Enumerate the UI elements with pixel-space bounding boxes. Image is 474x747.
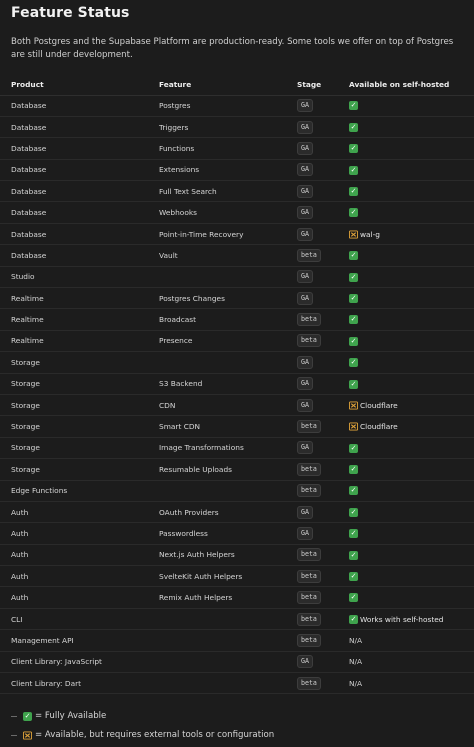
cell-stage: [286, 288, 338, 309]
table-row: [0, 673, 474, 694]
cell-product: Studio: [0, 266, 148, 287]
cell-feature: Webhooks: [148, 202, 286, 223]
table-row: [0, 352, 474, 373]
stage-badge: GA: [297, 228, 313, 241]
cell-product: Storage: [0, 416, 148, 437]
cell-product: Database: [0, 202, 148, 223]
cell-product: Auth: [0, 566, 148, 587]
cell-stage: [286, 309, 338, 330]
availability-note: wal-g: [360, 229, 380, 239]
stage-badge: beta: [297, 420, 321, 433]
cell-feature: Point-in-Time Recovery: [148, 223, 286, 244]
cell-self-hosted: [338, 630, 474, 651]
stage-badge: GA: [297, 506, 313, 519]
table-row: [0, 138, 474, 159]
cell-stage: [286, 673, 338, 694]
check-icon: ✓: [350, 165, 357, 174]
cell-product: Client Library: JavaScript: [0, 651, 148, 672]
table-row: [0, 159, 474, 180]
cell-product: Client Library: Dart: [0, 673, 148, 694]
table-row: [0, 373, 474, 394]
stage-badge: beta: [297, 334, 321, 347]
tools-icon: [349, 401, 358, 410]
cell-stage: [286, 523, 338, 544]
cell-product: Database: [0, 223, 148, 244]
table-header-row: [0, 74, 474, 95]
cell-feature: Postgres Changes: [148, 288, 286, 309]
cell-feature: Resumable Uploads: [148, 459, 286, 480]
check-icon: ✓: [350, 443, 357, 452]
cell-self-hosted: [338, 608, 474, 629]
cell-stage: [286, 138, 338, 159]
cell-product: Realtime: [0, 330, 148, 351]
check-icon: ✓: [350, 293, 357, 302]
page-title: Feature Status: [11, 5, 130, 21]
stage-badge: GA: [297, 163, 313, 176]
table-row: [0, 587, 474, 608]
availability-note: N/A: [349, 678, 363, 688]
cell-feature: Remix Auth Helpers: [148, 587, 286, 608]
stage-badge: beta: [297, 591, 321, 604]
cell-stage: [286, 630, 338, 651]
availability-note: N/A: [349, 635, 363, 645]
stage-badge: beta: [297, 613, 321, 626]
stage-badge: beta: [297, 313, 321, 326]
table-row: [0, 480, 474, 501]
cell-self-hosted: [338, 544, 474, 565]
tools-icon: [23, 731, 32, 740]
table-row: [0, 544, 474, 565]
check-icon: ✓: [350, 379, 357, 388]
table-row: [0, 202, 474, 223]
cell-feature: S3 Backend: [148, 373, 286, 394]
cell-self-hosted: [338, 330, 474, 351]
stage-badge: beta: [297, 463, 321, 476]
cell-feature: Full Text Search: [148, 181, 286, 202]
check-icon: ✓: [350, 336, 357, 345]
table-row: [0, 245, 474, 266]
cell-feature: [148, 651, 286, 672]
table-row: [0, 116, 474, 137]
cell-self-hosted: [338, 459, 474, 480]
cell-product: Storage: [0, 459, 148, 480]
table-row: [0, 459, 474, 480]
column-header-self-hosted: Available on self-hosted: [338, 74, 474, 95]
cell-product: Storage: [0, 394, 148, 415]
cell-stage: [286, 373, 338, 394]
check-icon: ✓: [350, 465, 357, 474]
cell-self-hosted: [338, 116, 474, 137]
cell-feature: OAuth Providers: [148, 501, 286, 522]
check-icon: ✓: [350, 507, 357, 516]
cell-feature: Presence: [148, 330, 286, 351]
column-header-feature: Feature: [148, 74, 286, 95]
table-row: [0, 651, 474, 672]
cell-self-hosted: [338, 245, 474, 266]
cell-stage: [286, 352, 338, 373]
cell-self-hosted: [338, 437, 474, 458]
cell-stage: [286, 330, 338, 351]
cell-feature: Image Transformations: [148, 437, 286, 458]
cell-stage: [286, 608, 338, 629]
table-row: [0, 266, 474, 287]
cell-self-hosted: [338, 587, 474, 608]
check-icon: ✓: [350, 208, 357, 217]
check-icon: ✓: [350, 122, 357, 131]
legend-external-tools-text: = Available, but requires external tools or configuration: [35, 730, 275, 740]
check-icon: ✓: [350, 550, 357, 559]
table-row: [0, 309, 474, 330]
cell-stage: [286, 437, 338, 458]
cell-feature: [148, 266, 286, 287]
cell-product: Realtime: [0, 309, 148, 330]
stage-badge: GA: [297, 292, 313, 305]
stage-badge: GA: [297, 377, 313, 390]
table-row: [0, 608, 474, 629]
tools-icon: [349, 422, 358, 431]
stage-badge: GA: [297, 206, 313, 219]
stage-badge: GA: [297, 399, 313, 412]
cell-feature: [148, 480, 286, 501]
table-row: [0, 330, 474, 351]
legend-external-tools: [11, 730, 274, 740]
check-icon: ✓: [350, 144, 357, 153]
cell-product: Storage: [0, 437, 148, 458]
cell-product: Realtime: [0, 288, 148, 309]
intro-text: Both Postgres and the Supabase Platform are production-ready. Some tools we offer on top of Postgres are still under development.: [11, 37, 454, 60]
table-row: [0, 288, 474, 309]
cell-stage: [286, 116, 338, 137]
cell-product: Edge Functions: [0, 480, 148, 501]
cell-feature: Extensions: [148, 159, 286, 180]
cell-stage: [286, 587, 338, 608]
cell-product: Database: [0, 245, 148, 266]
stage-badge: beta: [297, 677, 321, 690]
cell-stage: [286, 95, 338, 116]
cell-self-hosted: [338, 501, 474, 522]
cell-feature: Passwordless: [148, 523, 286, 544]
cell-stage: [286, 394, 338, 415]
cell-feature: Triggers: [148, 116, 286, 137]
stage-badge: beta: [297, 548, 321, 561]
table-row: [0, 437, 474, 458]
cell-stage: [286, 223, 338, 244]
legend-bullet: [11, 735, 17, 736]
cell-stage: [286, 266, 338, 287]
table-row: [0, 223, 474, 244]
check-icon: ✓: [350, 251, 357, 260]
cell-self-hosted: [338, 394, 474, 415]
cell-self-hosted: [338, 416, 474, 437]
cell-product: CLI: [0, 608, 148, 629]
cell-feature: Postgres: [148, 95, 286, 116]
stage-badge: GA: [297, 270, 313, 283]
check-icon: ✓: [350, 101, 357, 110]
cell-feature: Vault: [148, 245, 286, 266]
stage-badge: GA: [297, 99, 313, 112]
cell-stage: [286, 181, 338, 202]
cell-self-hosted: [338, 202, 474, 223]
stage-badge: GA: [297, 655, 313, 668]
table-row: [0, 394, 474, 415]
legend-fully-available-text: = Fully Available: [35, 711, 107, 721]
cell-stage: [286, 566, 338, 587]
check-icon: ✓: [350, 614, 357, 623]
cell-feature: [148, 673, 286, 694]
cell-product: Database: [0, 181, 148, 202]
tools-icon: [349, 230, 358, 239]
check-icon: ✓: [24, 711, 31, 720]
cell-feature: [148, 630, 286, 651]
cell-stage: [286, 159, 338, 180]
cell-product: Auth: [0, 523, 148, 544]
column-header-product: Product: [0, 74, 148, 95]
cell-stage: [286, 459, 338, 480]
cell-stage: [286, 480, 338, 501]
stage-badge: GA: [297, 527, 313, 540]
stage-badge: GA: [297, 441, 313, 454]
availability-note: N/A: [349, 657, 363, 667]
cell-feature: CDN: [148, 394, 286, 415]
stage-badge: GA: [297, 356, 313, 369]
cell-product: Auth: [0, 501, 148, 522]
cell-product: Storage: [0, 373, 148, 394]
stage-badge: GA: [297, 185, 313, 198]
cell-feature: [148, 608, 286, 629]
stage-badge: GA: [297, 121, 313, 134]
cell-self-hosted: [338, 266, 474, 287]
cell-self-hosted: [338, 138, 474, 159]
check-icon: ✓: [350, 272, 357, 281]
cell-product: Storage: [0, 352, 148, 373]
check-icon: ✓: [350, 486, 357, 495]
check-icon: ✓: [350, 593, 357, 602]
cell-self-hosted: [338, 288, 474, 309]
cell-product: Management API: [0, 630, 148, 651]
cell-self-hosted: [338, 523, 474, 544]
check-icon: ✓: [350, 315, 357, 324]
stage-badge: beta: [297, 484, 321, 497]
table-row: [0, 630, 474, 651]
cell-self-hosted: [338, 651, 474, 672]
cell-self-hosted: [338, 673, 474, 694]
availability-note: Cloudflare: [360, 400, 398, 410]
check-icon: ✓: [350, 358, 357, 367]
cell-stage: [286, 501, 338, 522]
cell-feature: Smart CDN: [148, 416, 286, 437]
check-icon: ✓: [350, 529, 357, 538]
stage-badge: GA: [297, 142, 313, 155]
cell-self-hosted: [338, 95, 474, 116]
cell-product: Auth: [0, 587, 148, 608]
table-row: [0, 501, 474, 522]
table-row: [0, 95, 474, 116]
cell-feature: Next.js Auth Helpers: [148, 544, 286, 565]
legend-fully-available: [11, 711, 106, 721]
table-row: [0, 566, 474, 587]
cell-stage: [286, 202, 338, 223]
cell-self-hosted: [338, 566, 474, 587]
cell-self-hosted: [338, 223, 474, 244]
stage-badge: beta: [297, 634, 321, 647]
column-header-stage: Stage: [286, 74, 338, 95]
cell-stage: [286, 245, 338, 266]
cell-stage: [286, 651, 338, 672]
cell-product: Database: [0, 95, 148, 116]
cell-product: Database: [0, 116, 148, 137]
table-row: [0, 181, 474, 202]
cell-feature: SvelteKit Auth Helpers: [148, 566, 286, 587]
legend-bullet: [11, 716, 17, 717]
availability-note: Works with self-hosted: [360, 614, 444, 624]
cell-product: Auth: [0, 544, 148, 565]
availability-note: Cloudflare: [360, 422, 398, 432]
cell-self-hosted: [338, 181, 474, 202]
feature-status-table: [0, 74, 474, 694]
cell-product: Database: [0, 159, 148, 180]
cell-feature: [148, 352, 286, 373]
check-icon: ✓: [350, 187, 357, 195]
cell-product: Database: [0, 138, 148, 159]
cell-self-hosted: [338, 159, 474, 180]
check-icon: ✓: [350, 572, 357, 581]
stage-badge: beta: [297, 570, 321, 583]
table-row: [0, 416, 474, 437]
cell-feature: Functions: [148, 138, 286, 159]
cell-stage: [286, 416, 338, 437]
cell-stage: [286, 544, 338, 565]
cell-self-hosted: [338, 309, 474, 330]
stage-badge: beta: [297, 249, 321, 262]
cell-feature: Broadcast: [148, 309, 286, 330]
cell-self-hosted: [338, 352, 474, 373]
cell-self-hosted: [338, 373, 474, 394]
table-row: [0, 523, 474, 544]
cell-self-hosted: [338, 480, 474, 501]
